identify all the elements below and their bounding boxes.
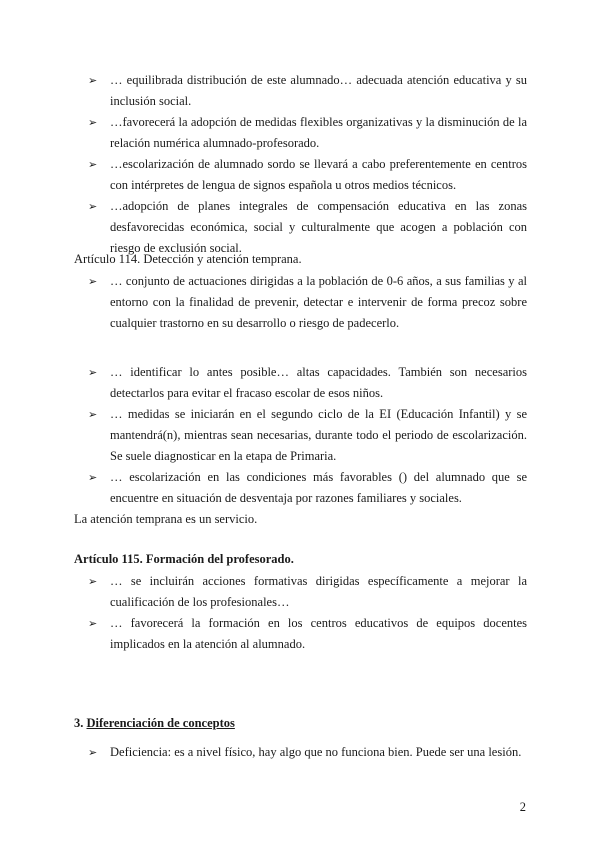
bullet-arrow-icon: ➢ [88, 746, 98, 759]
bullet-arrow-icon: ➢ [88, 158, 98, 171]
list-item-text: … identificar lo antes posible… altas capacidades. También son necesarios detectarlos para evitar el fracaso escolar de esos niños. [110, 365, 527, 400]
list-item-text: Deficiencia: es a nivel físico, hay algo que no funciona bien. Puede ser una lesión. [110, 745, 522, 759]
list-item-text: …favorecerá la adopción de medidas flexibles organizativas y la disminución de la relación numérica alumnado-profesorado. [110, 115, 527, 150]
list-item-text: … conjunto de actuaciones dirigidas a la población de 0-6 años, a sus familias y al entorno con la finalidad de prevenir, detectar e intervenir de forma precoz sobre cualquier trastorno en su desarrollo o riesgo de padecerlo. [110, 274, 527, 330]
list-item-text: … medidas se iniciarán en el segundo ciclo de la EI (Educación Infantil) y se mantendrá(n), mientras sean necesarias, durante todo el periodo de escolarización. Se suele diagnosticar en la etapa de Primaria. [110, 407, 527, 463]
list-item-text: … escolarización en las condiciones más favorables () del alumnado que se encuentre en situación de desventaja por razones familiares y sociales. [110, 470, 527, 505]
article-114-note: La atención temprana es un servicio. [74, 512, 258, 526]
bullet-arrow-icon: ➢ [88, 471, 98, 484]
bullet-arrow-icon: ➢ [88, 275, 98, 288]
list-item [88, 571, 527, 613]
bullet-arrow-icon: ➢ [88, 617, 98, 630]
list-item [88, 362, 527, 404]
list-item [88, 613, 527, 655]
list-item [88, 154, 527, 196]
page-number: 2 [519, 800, 526, 814]
list-item [88, 467, 527, 509]
article-115-heading: Artículo 115. Formación del profesorado. [74, 552, 294, 566]
section-3-heading [74, 713, 528, 734]
list-item-text: … se incluirán acciones formativas dirigidas específicamente a mejorar la cualificación de los profesionales… [110, 574, 527, 609]
list-item-text: …escolarización de alumnado sordo se llevará a cabo preferentemente en centros con intérpretes de lengua de signos española u otros medios técnicos. [110, 157, 527, 192]
list-item [88, 271, 527, 334]
list-item-text: … equilibrada distribución de este alumnado… adecuada atención educativa y su inclusión social. [110, 73, 527, 108]
list-item [88, 404, 527, 467]
list-item [88, 112, 527, 154]
list-item [88, 742, 527, 763]
bullet-arrow-icon: ➢ [88, 200, 98, 213]
bullet-arrow-icon: ➢ [88, 116, 98, 129]
article-114-heading: Artículo 114. Detección y atención temprana. [74, 252, 302, 266]
list-item [88, 70, 527, 112]
bullet-arrow-icon: ➢ [88, 74, 98, 87]
list-item-text: … favorecerá la formación en los centros educativos de equipos docentes implicados en la atención al alumnado. [110, 616, 527, 651]
section-title: Diferenciación de conceptos [86, 716, 235, 730]
bullet-arrow-icon: ➢ [88, 366, 98, 379]
section-number: 3. [74, 716, 84, 730]
list-item-text: …adopción de planes integrales de compensación educativa en las zonas desfavorecidas económica, social y culturalmente que acogen a población con riesgo de exclusión social. [110, 199, 527, 255]
bullet-arrow-icon: ➢ [88, 575, 98, 588]
bullet-arrow-icon: ➢ [88, 408, 98, 421]
